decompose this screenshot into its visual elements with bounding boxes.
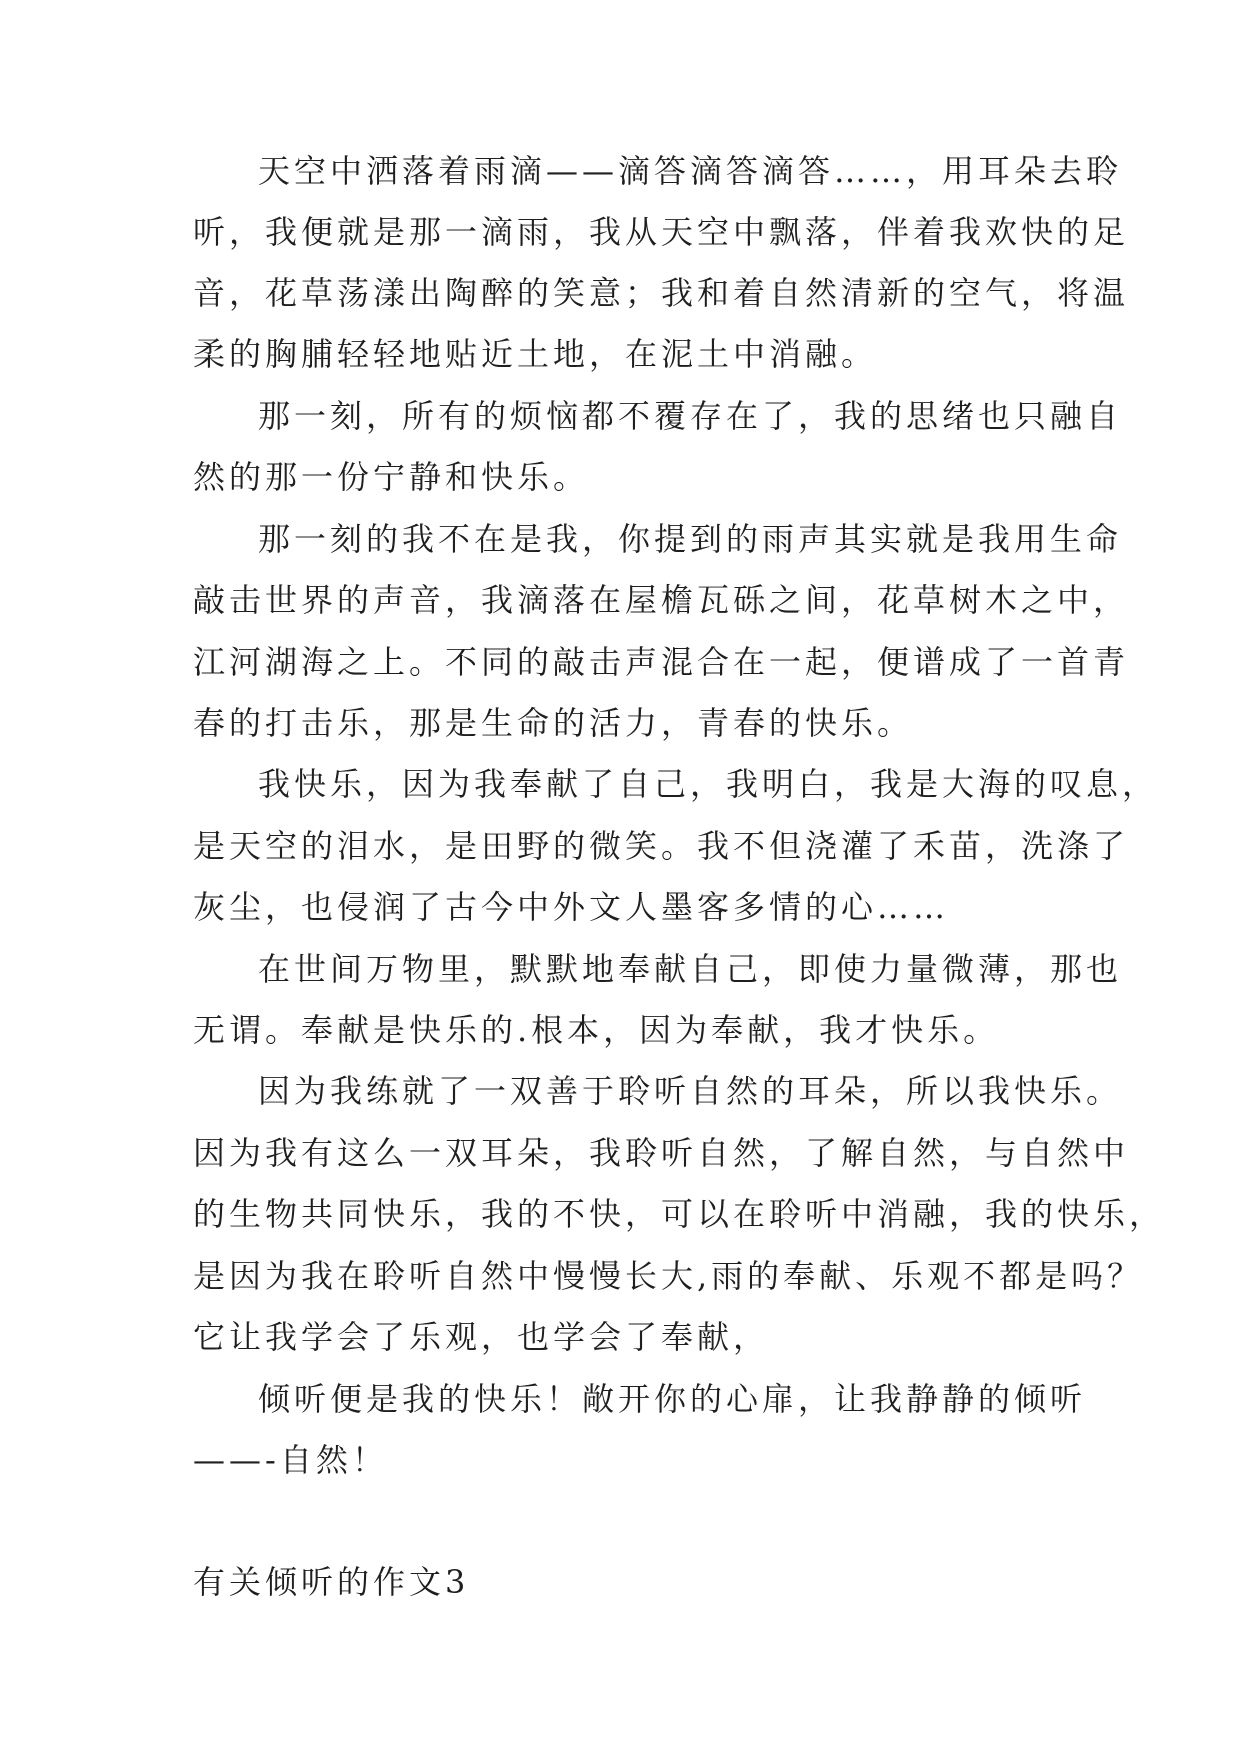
paragraph-6-line-4: 是因为我在聆听自然中慢慢长大,雨的奉献、乐观不都是吗？ [193,1257,1144,1295]
paragraph-3-line-3: 江河湖海之上。不同的敲击声混合在一起，便谱成了一首青 [193,643,1130,681]
paragraph-6-line-1: 因为我练就了一双善于聆听自然的耳朵，所以我快乐。 [258,1072,1123,1110]
paragraph-7-line-1: 倾听便是我的快乐！敞开你的心扉，让我静静的倾听 [258,1380,1087,1418]
paragraph-3-line-1: 那一刻的我不在是我，你提到的雨声其实就是我用生命 [258,520,1123,558]
paragraph-6-line-3: 的生物共同快乐，我的不快，可以在聆听中消融，我的快乐， [193,1195,1166,1233]
paragraph-1-line-3: 音，花草荡漾出陶醉的笑意；我和着自然清新的空气，将温 [193,274,1130,312]
paragraph-6-line-2: 因为我有这么一双耳朵，我聆听自然，了解自然，与自然中 [193,1134,1130,1172]
paragraph-3-line-2: 敲击世界的声音，我滴落在屋檐瓦砾之间，花草树木之中， [193,581,1130,619]
paragraph-1-line-4: 柔的胸脯轻轻地贴近土地，在泥土中消融。 [193,335,878,373]
paragraph-4-line-2: 是天空的泪水，是田野的微笑。我不但浇灌了禾苗，洗涤了 [193,827,1130,865]
paragraph-5-line-2: 无谓。奉献是快乐的.根本，因为奉献，我才快乐。 [193,1011,1000,1049]
paragraph-2-line-1: 那一刻，所有的烦恼都不覆存在了，我的思绪也只融自 [258,397,1123,435]
paragraph-7-line-2: ——-自然！ [193,1441,388,1479]
paragraph-3-line-4: 春的打击乐，那是生命的活力，青春的快乐。 [193,704,914,742]
paragraph-5-line-1: 在世间万物里，默默地奉献自己，即使力量微薄，那也 [258,950,1123,988]
paragraph-1-line-2: 听，我便就是那一滴雨，我从天空中飘落，伴着我欢快的足 [193,213,1130,251]
paragraph-1-line-1: 天空中洒落着雨滴——滴答滴答滴答……，用耳朵去聆 [258,152,1123,190]
section-title: 有关倾听的作文3 [193,1563,470,1601]
paragraph-2-line-2: 然的那一份宁静和快乐。 [193,458,590,496]
paragraph-6-line-5: 它让我学会了乐观，也学会了奉献， [193,1318,770,1356]
paragraph-4-line-3: 灰尘，也侵润了古今中外文人墨客多情的心…… [193,888,950,926]
paragraph-4-line-1: 我快乐，因为我奉献了自己，我明白，我是大海的叹息， [258,765,1159,803]
